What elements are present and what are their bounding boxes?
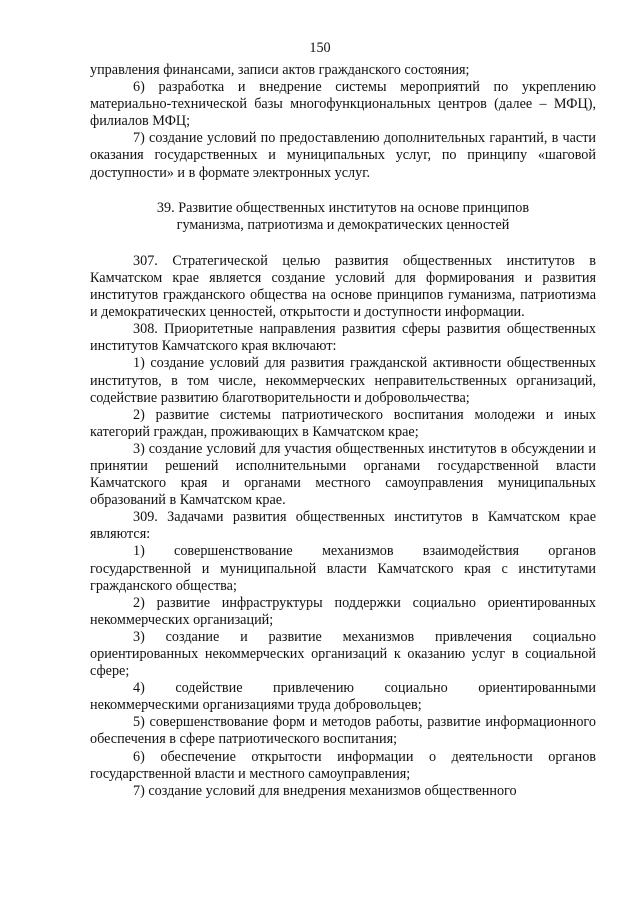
paragraph-309-item-6: 6) обеспечение открытости информации о деятельности органов государственной власти и местного самоуправления; xyxy=(90,748,596,782)
section-heading-line-2: гуманизма, патриотизма и демократических ценностей xyxy=(176,216,510,233)
section-heading-line-1: 39. Развитие общественных институтов на основе принципов xyxy=(156,199,530,216)
paragraph-item-7-guarantees: 7) создание условий по предоставлению дополнительных гарантий, в части оказания государственных и муниципальных услуг, по принципу «шаговой доступности» и в формате электронных услуг. xyxy=(90,130,596,181)
document-body xyxy=(90,62,596,800)
paragraph-308-item-2: 2) развитие системы патриотического воспитания молодежи и иных категорий граждан, проживающих в Камчатском крае; xyxy=(90,406,596,440)
paragraph-309-item-4: 4) содействие привлечению социально ориентированными некоммерческими организациями труда добровольцев; xyxy=(90,680,596,714)
paragraph-307: 307. Стратегической целью развития общественных институтов в Камчатском крае является создание условий для формирования и развития институтов гражданского общества на основе принципов гуманизма, патриотизма и демократических ценностей, открытости и доступности информации. xyxy=(90,252,596,321)
paragraph-continuation: управления финансами, записи актов гражданского состояния; xyxy=(90,62,470,78)
paragraph-308-item-3: 3) создание условий для участия общественных институтов в обсуждении и принятии решений исполнительными органами государственной власти Камчатского края и органами местного самоуправления муниципальных образований в Камчатском крае. xyxy=(90,440,596,509)
paragraph-309-item-5: 5) совершенствование форм и методов работы, развитие информационного обеспечения в сфере патриотического воспитания; xyxy=(90,714,596,748)
paragraph-308: 308. Приоритетные направления развития сферы развития общественных институтов Камчатского края включают: xyxy=(90,321,596,355)
paragraph-309-item-2: 2) развитие инфраструктуры поддержки социально ориентированных некоммерческих организаций; xyxy=(90,594,596,628)
paragraph-309: 309. Задачами развития общественных институтов в Камчатском крае являются: xyxy=(90,509,596,543)
spacer xyxy=(90,182,596,200)
spacer xyxy=(90,234,596,253)
paragraph-item-6-mfc: 6) разработка и внедрение системы мероприятий по укреплению материально-технической базы многофункциональных центров (далее – МФЦ), филиалов МФЦ; xyxy=(90,79,596,130)
paragraph-309-item-7: 7) создание условий для внедрения механизмов общественного xyxy=(133,782,517,799)
paragraph-309-item-1: 1) совершенствование механизмов взаимодействия органов государственной и муниципальной власти Камчатского края с институтами гражданского общества; xyxy=(90,543,596,594)
page-number: 150 xyxy=(309,40,331,56)
paragraph-308-item-1: 1) создание условий для развития гражданской активности общественных институтов, в том числе, некоммерческих неправительственных организаций, содействие развитию благотворительности и добровольчества; xyxy=(90,355,596,406)
paragraph-309-item-3: 3) создание и развитие механизмов привлечения социально ориентированных некоммерческих организаций к оказанию услуг в социальной сфере; xyxy=(90,628,596,680)
